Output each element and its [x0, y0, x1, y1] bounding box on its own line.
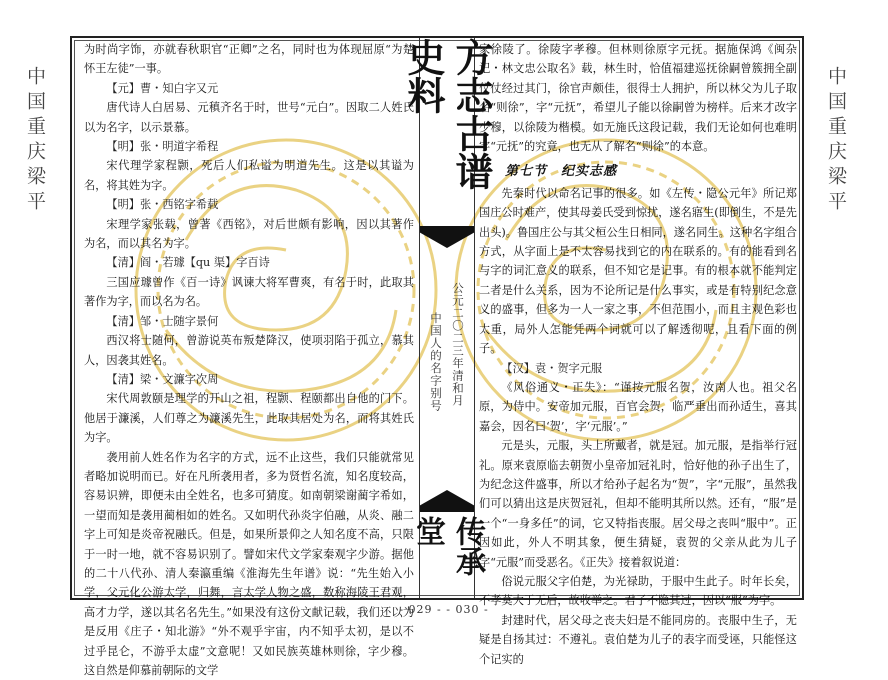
spine-title-text: 方志古谱史料 [401, 38, 494, 190]
paragraph: 元是头，元服，头上所戴者，就是冠。加元服，是指举行冠礼。原来袁原临去朝贺小皇帝加冠礼时，恰好他的孙子出生了，为纪念这件盛事，所以才给孙子起名为“贺”，字“元服”，虽然我们可以猜出这是庆贺冠礼，但却不能明其所以然。还有，“服”是一个“一身多任”的词，它又特指丧服。居父母之丧叫“服中”。正因如此，外人不明其象，便生猜疑，袁贺的父亲从此为儿子字“元服”而受恶名。《正失》接着叙说道： [479, 439, 797, 569]
spine-band-bottom [420, 490, 474, 512]
paragraph: 唐代诗人白居易、元稹齐名于时，世号“元白”。因取二人姓氏以为名字，以示景慕。 [84, 101, 414, 134]
spine-band-top [420, 226, 474, 248]
spine-date: 公元二〇二三年清和月 [451, 282, 465, 407]
side-label-right: 中国重庆梁平 [825, 66, 847, 216]
page-numbers: - 029 - - 030 - [399, 603, 489, 616]
paragraph: 袭用前人姓名作为名字的方式，远不止这些，我们只能就常见者略加说明而已。好在凡所袭用者，多为贤哲名流，知名度较高，容易识辨，即便未由全姓名，也多可猜度。如南朝梁谢蔺字希如，一望而知是袭用蔺相如的姓名。又如明代孙炎字伯融，从炎、融二字上可知是炎帝祝融氏。但是，如果所景仰之人知名度不高，只限于一时一地，就不容易识别了。譬如宋代文学家秦观字少游。据他的二十八代孙、清人秦瀛重编《淮海先生年谱》说：“先生始入小学，父元化公游太学，归舞，言太学人物之盛，数称海陵王君观，高才力学，遂以其名名先生。”如果没有这份文献记载，我们还以为是反用《庄子・知北游》“外不观乎宇宙，内不知乎太初，是以不过乎昆仑，不游乎太虚”文意呢！又如民族英雄林则徐，字少穆。这自然是仰慕前朝际的文学 [84, 450, 414, 677]
paragraph: 先秦时代以命名记事的很多。如《左传・隐公元年》所记郑国庄公时难产，使其母姜氏受到惊扰，遂名寤生(即倒生，不是先出头)。鲁国庄公与其父桓公生日相同，遂名同生。这种名字组合方式，从字面上是不太容易找到它的内在联系的。有的能看到名与字的词汇意义的联系，但不知它是记事。有的根本就不能判定二者是什么关系，因为不论所记是什么事实，或是有特别纪念意义的盛事，但多为一人一家之事，不但范围小，而且主观色彩也太重，局外人怎能凭两个词就可以了解透彻呢，且看下面的例子。 [479, 186, 797, 356]
name-entry: 【元】曹・知白字又元 [106, 81, 219, 95]
name-entry: 【明】张・西铭字希载 [106, 198, 219, 212]
spine-bottom-text: 传承堂 [410, 516, 485, 576]
name-entry: 【清】阎・若璩【qu 渠】字百诗 [106, 256, 270, 270]
section-heading: 第七节 纪实志感 [505, 164, 618, 180]
paragraph: 西汉将士随何，曾游说英布叛楚降汉，使项羽陷于孤立，慕其人，因袭其姓名。 [84, 334, 414, 367]
paragraph: 宋代理学家程颢，死后人们私谥为明道先生。这是以其谥为名，将其姓为字。 [84, 159, 414, 192]
paragraph: 《风俗通义・正失》：“谨按元服名贺，汝南人也。祖父名原，为侍中。安帝加元服，百官会贺，临严垂出而孙适生，喜其嘉会，因名曰‘贺’，字‘元服’。” [479, 380, 797, 433]
spine-title [401, 38, 494, 218]
spine-middle [420, 252, 474, 488]
name-entry: 【清】邹・士随字景何 [106, 314, 219, 328]
right-page-text [479, 40, 797, 666]
paragraph: 宋代周敦颐是理学的开山之祖，程颢、程颐都出自他的门下。他居于濂溪，人们尊之为濂溪先生，此取其居处为名，而将其姓氏为字。 [84, 392, 414, 445]
paragraph: 宋理学家张载，曾著《西铭》，对后世颇有影响，因以其著作为名，而以其名为字。 [84, 217, 414, 251]
paragraph: 三国应璩曾作《百一诗》讽谏大将军曹爽，有名于时，此取其著作为字，而以名为名。 [84, 275, 414, 309]
paragraph: 家徐陵了。徐陵字孝穆。但林则徐原字元抚。据施保鸿《闽杂记・林文忠公取名》载，林生时，恰值福建巡抚徐嗣曾簇拥全副仪仗经过其门，徐官声颇佳，很得士人拥护，所以林父为儿子取名“则徐”，字“元抚”，希望儿子能以徐嗣曾为榜样。后来才改字少穆，以徐陵为楷模。如无施氏这段记载，我们无论如何也难明字“元抚”的究竟，也无从了解名“则徐”的本意。 [479, 43, 797, 154]
name-entry: 【明】张・明道字希程 [106, 140, 219, 154]
left-page-text [84, 40, 414, 677]
spine-bottom [410, 516, 485, 596]
name-entry: 【汉】袁・贺字元服 [501, 361, 603, 375]
name-entry: 【清】梁・文濂字次周 [106, 372, 219, 386]
book-spine [401, 38, 494, 598]
paragraph: 俗说元服父字伯楚，为光禄助，于服中生此子。时年长矣，不孝莫大于无后，故收举之。君子不隐其过，因以“服”为字。 [479, 574, 797, 608]
spine-topic: 中国人的名字别号 [429, 312, 443, 412]
paragraph: 为时尚字饰，亦就春秋职官“正卿”之名，同时也为体现屈原“为楚怀王左徒”一事。 [84, 43, 414, 76]
paragraph: 封建时代，居父母之丧夫妇是不能同房的。丧服中生子，无疑是自扬其过：不遵礼。袁伯楚为儿子的表字而受诬，只能怪这个记实的 [479, 613, 797, 666]
side-label-left: 中国重庆梁平 [24, 66, 46, 216]
